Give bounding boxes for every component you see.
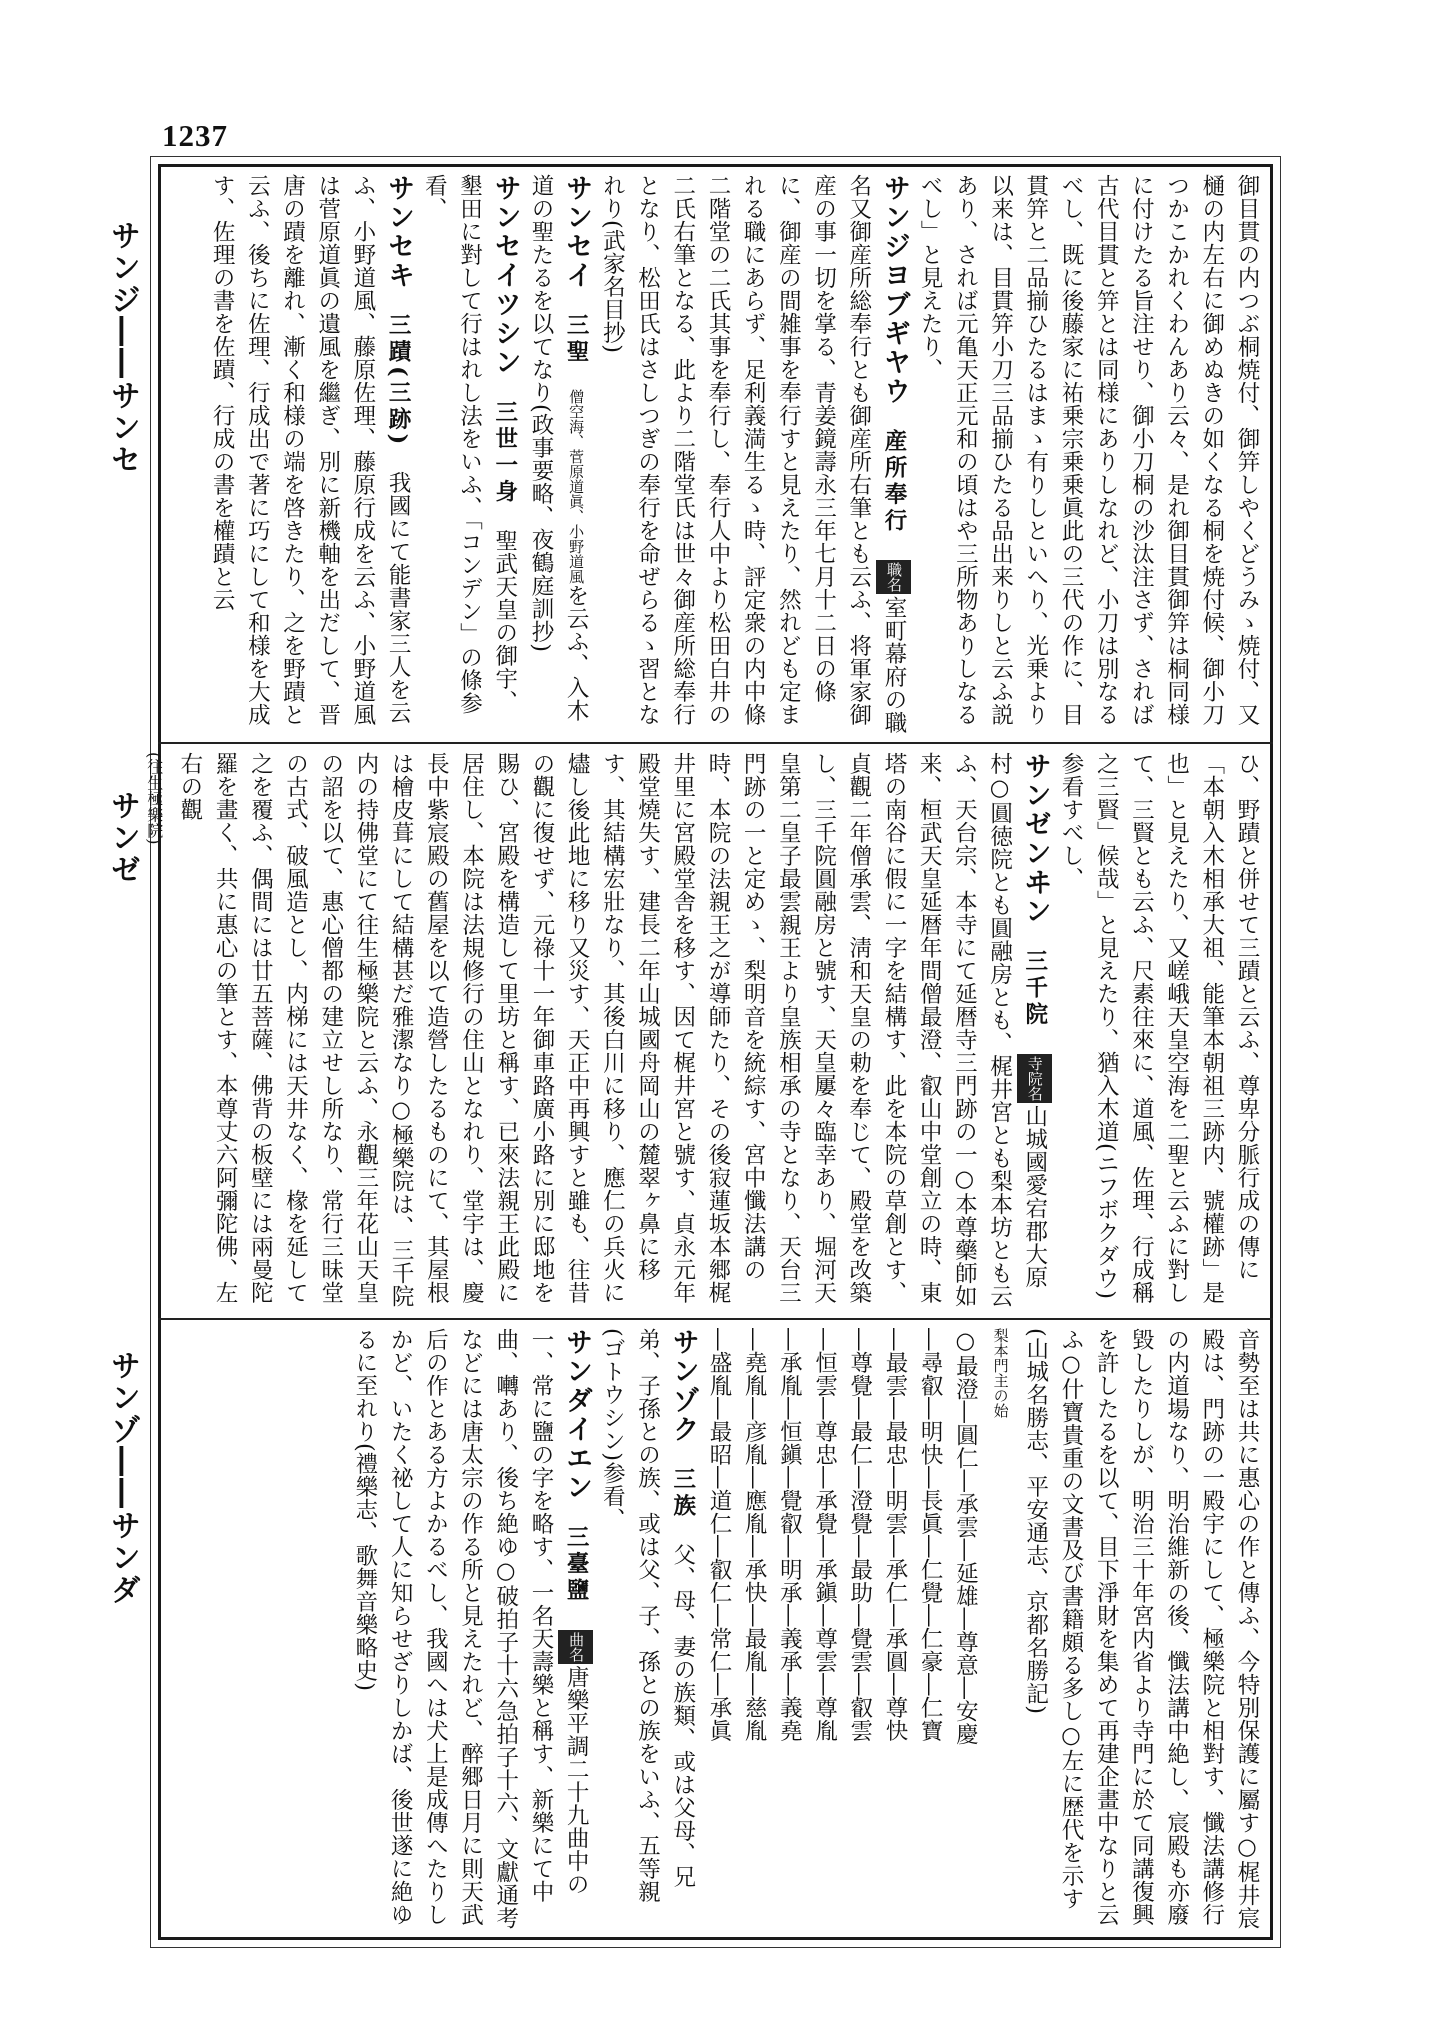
entry-sanzoku <box>594 1328 701 1932</box>
entry-headword: サンジヨブギヤウ <box>878 174 910 406</box>
lineage-note: 梨本門主の始 <box>991 1328 1010 1418</box>
section-divider-top <box>158 742 1273 744</box>
entry-text: を云ふ、入木道の聖たるを以てなり(政事要略、夜鶴庭訓抄) <box>527 174 590 722</box>
category-tag: 曲名 <box>558 1630 593 1664</box>
lineage-line: ―尊覺―最仁―澄覺―最助―覺雲―叡雲 <box>846 1328 873 1742</box>
entry-sandaien <box>347 1328 594 1932</box>
entry-text: 室町幕府の職名又御産所総奉行とも御産所右筆とも云ふ、将軍家御産の事一切を掌る、青姜鏡壽永三年七月十二日の條に、御産の間雑事を奉行すと見えたり、然れども定まれる職にあらず、足利義満生るゝ時、評定衆の内中條二階堂の二氏其事を奉行し、奉行人中より松田白井の二氏右筆となる、此より二階堂氏は世々御産所総奉行となり、松田氏はさしつぎの奉行を命ぜらるゝ習となれり(武家名目抄) <box>599 174 907 734</box>
entry-sanseitsushin <box>416 174 523 734</box>
margin-label-top: サンジ――サンセ <box>105 220 140 476</box>
entry-note: 僧空海、菅原道眞、小野道風 <box>567 389 586 584</box>
entry-kanji: 三千院 <box>1021 949 1048 1029</box>
lineage-line: ―盛胤―最昭―道仁―叡仁―常仁―承眞 <box>705 1328 732 1742</box>
entry-kanji: 三聖 <box>563 313 590 366</box>
text-paragraph: 音勢至は共に惠心の作と傳ふ、今特別保護に屬す○梶井宸殿は、門跡の一殿宇にして、極樂院と相對す、懺法講修行の内道場なり、明治維新の後、懺法講中絶し、宸殿も亦廢毀したりしが、明治三十年宮内省より寺門に於て同講復興を許したるを以て、目下淨財を集めて再建企畫中なりと云ふ○什寶貴重の文書及び書籍頗る多し○左に歴代を示す(山城名勝志、平安通志、京都名勝記) <box>1022 1328 1260 1930</box>
entry-text: 父、母、妻の族類、或は父母、兄弟、子孫との族、或は父、子、孫との族をいふ、五等親(ゴトウシン)参看、 <box>599 1328 696 1903</box>
text-paragraph: 御目貫の内つぶ桐焼付、御笄しやくどうみゝ焼付、又樋の内左右に御めぬきの如くなる桐を焼付候、御小刀つかこかれくわんあり云々、是れ御目貫御笄は桐同様に付けたる旨注せり、御小刀桐の沙汰注さず、されば古代目貫と笄とは同様にありしなれど、小刀は別なるべし、既に後藤家に祐乗宗乗乗眞此の三代の作に、目貫笄と二品揃ひたるはまゝ有りしといへり、光乗より以来は、目貫笄小刀三品揃ひたる品出来りしと云ふ説あり、されば元亀天正元和の頃はや三所物ありしなるべし」と見えたり、 <box>917 174 1260 726</box>
margin-label-bottom: サンゾ――サンダ <box>105 1350 140 1606</box>
category-tag: 職名 <box>876 560 911 594</box>
entry-headword: サンセキ <box>383 174 415 290</box>
entry-sanseki <box>204 174 416 734</box>
entry-headword: サンゾク <box>667 1328 699 1444</box>
entry-headword: サンゼンヰン <box>1019 752 1051 926</box>
entry-text: 我國にて能書家三人を云ふ、小野道風、藤原佐理、藤原行成を云ふ、小野道風は菅原道眞の遺風を繼ぎ、別に新機軸を出だして、晋唐の蹟を離れ、漸く和様の端を啓きたり、之を野蹟と云ふ、後ちに佐理、行成出で著に巧にして和様を大成す、佐理の書を佐蹟、行成の書を權蹟と云 <box>209 174 412 726</box>
entry-kanji: 三世一身 <box>491 400 518 506</box>
section-middle <box>144 752 1264 1310</box>
entry-text: 山城國愛宕郡大原村○圓徳院とも圓融房とも、梶井宮とも梨本坊とも云ふ、天台宗、本寺にて延暦寺三門跡の一○本尊藥師如来、桓武天皇延暦年間僧最澄、叡山中堂創立の時、東塔の南谷に假に一字を結構す、此を本院の草創とす、貞觀二年僧承雲、淸和天皇の勅を奉じて、殿堂を改築し、三千院圓融房と號す、天皇屢々臨幸あり、堀河天皇第二皇子最雲親王より皇族相承の寺となり、天台三門跡の一と定めゝ、梨明音を統綜す、宮中懺法講の時、本院の法親王之が導師たり、その後寂蓮坂本郷梶井里に宮殿堂舎を移す、因て梶井宮と號す、貞永元年殿堂燒失す、建長二年山城國舟岡山の麓翠ヶ鼻に移す、其結構宏壯なり、其後白川に移り、應仁の兵火に燼し後此地に移り又災す、天正中再興すと雖も、往昔の觀に復せず、元祿十一年御車路廣小路に別に邸地を賜ひ、宮殿を構造して里坊と稱す、已來法親王此殿に居住し、本院は法規修行の住山となれり、堂宇は、慶長中紫宸殿の舊屋を以て造營したるものにて、其屋根は檜皮葺にして結構甚だ雅潔なり○極樂院は、三千院内の持佛堂にて往生極樂院と云ふ、永觀三年花山天皇の詔を以て、惠心僧都の建立せし所なり、常行三昧堂の古式、破風造とし、内梯には天井なく、椽を延して之を覆ふ、偶間には廿五菩薩、佛背の板壁には兩曼陀羅を畫く、共に惠心の筆とす、本尊丈六阿彌陀佛、左右の觀 <box>176 752 1048 1308</box>
lineage-line: ―承胤―恒鎭―覺叡―明承―義承―義堯 <box>776 1328 803 1742</box>
entry-sanjiyobugiyau <box>594 174 912 734</box>
section-top <box>168 174 1264 734</box>
lineage-line: ―最雲―最忠―明雲―承仁―承圓―尊快 <box>881 1328 908 1742</box>
section-bottom <box>168 1328 1264 1932</box>
section-divider-bottom <box>158 1318 1273 1320</box>
lineage-line: ―恒雲―尊忠―承覺―承鎭―尊雲―尊胤 <box>811 1328 838 1742</box>
text-paragraph: ひ、野蹟と併せて三蹟と云ふ、尊卑分脈行成の傳に「本朝入木相承大祖、能筆本朝祖三跡内、號權跡」是也」と見えたり、又嵯峨天皇空海を二聖と云ふに對して、三賢とも云ふ、尺素往來に、道風、佐理、行成稱之三賢」候哉」と見えたり、猶入木道(ニフボクダウ)参看すべし、 <box>1057 752 1260 1304</box>
entry-headword: サンダイエン <box>561 1328 593 1502</box>
entry-kanji: 三臺鹽 <box>563 1525 590 1605</box>
entry-kanji: 三蹟(三跡) <box>385 313 412 449</box>
entry-sanzenin <box>172 752 1053 1310</box>
category-tag: 寺院名 <box>1017 1054 1052 1103</box>
page-number: 1237 <box>162 118 228 153</box>
margin-label-middle: サンゼ <box>105 790 140 886</box>
entry-text: 唐樂平調二十九曲中の一、常に鹽の字を略す、一名天壽樂と稱す、新樂にて中曲、囀あり、後ち絶ゆ○破拍子十六急拍子十六、文獻通考などには唐太宗の作る所と見えたれど、醉郷日月に則天武后の作とある方よかるべし、我國へは犬上是成傳へたりしかど、いたく祕して人に知らせざりしかば、後世遂に絶ゆるに至れり(禮樂志、歌舞音樂略史) <box>351 1328 590 1930</box>
entry-headword: サンセイツシン <box>489 174 521 377</box>
image-caption: (往生極樂院) <box>144 752 164 845</box>
entry-sansei <box>523 174 594 734</box>
entry-kanji: 産所奉行 <box>880 429 907 535</box>
entry-text: 聖武天皇の御宇、墾田に對して行はれし法をいふ、「コンデン」の條参看、 <box>421 174 518 715</box>
lineage-line: ―尋叡―明快―長眞―仁覺―仁豪―仁寶 <box>917 1328 944 1742</box>
entry-kanji: 三族 <box>669 1467 696 1520</box>
entry-headword: サンセイ <box>561 174 593 290</box>
lineage-line: ○最澄―圓仁―承雲―延雄―尊意―安慶 <box>952 1328 979 1746</box>
lineage-line: ―堯胤―彦胤―應胤―承快―最胤―慈胤 <box>741 1328 768 1742</box>
